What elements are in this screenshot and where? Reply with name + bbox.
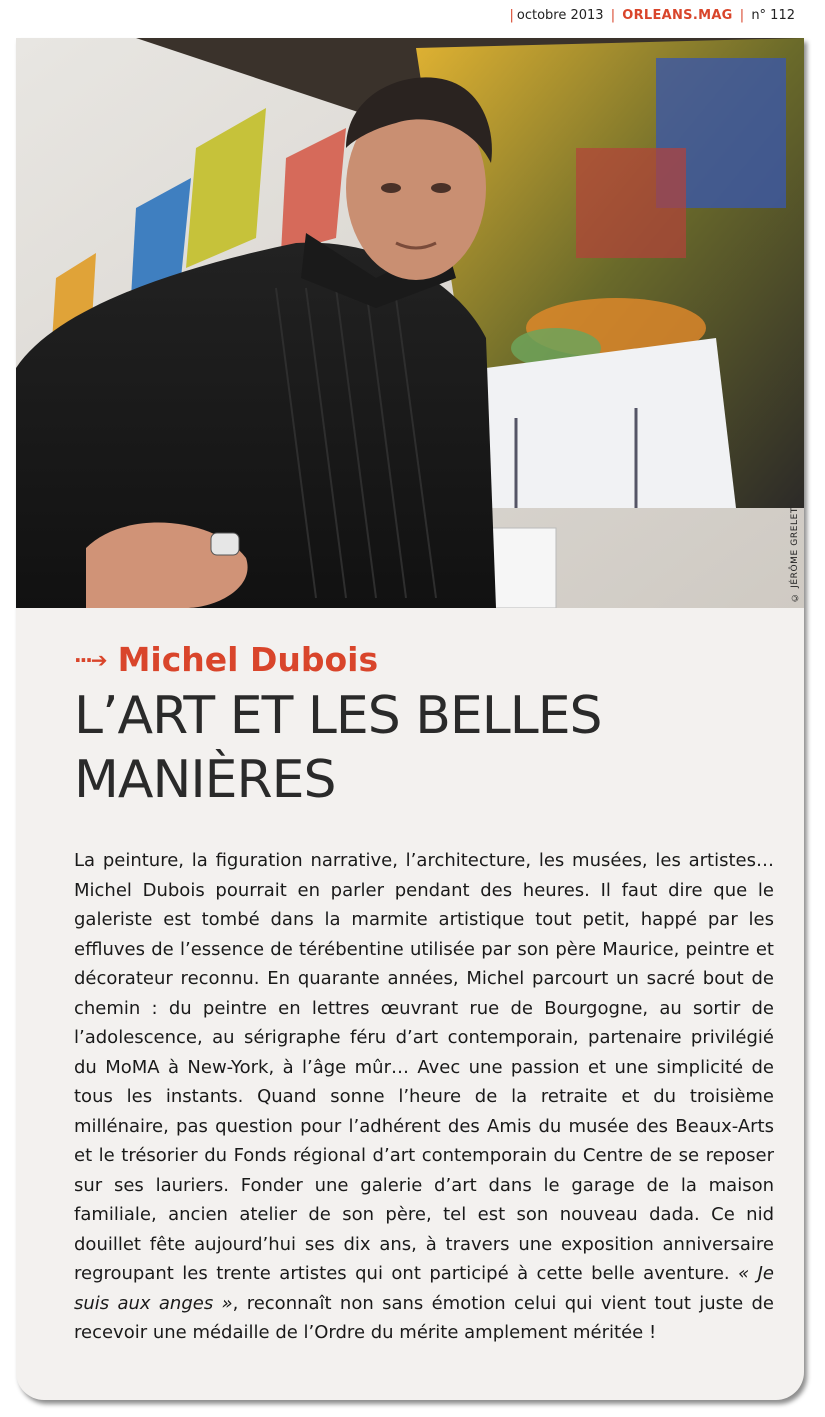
body-text: La peinture, la figuration narrative, l’architecture, les musées, les artistes… Michel Dubois pourrait en parler pendant des heures. Il faut dire que le galeriste est tombé dans la marmite artistique tout petit, happé par les effluves de l’essence de térébentine utilisée par son père Maurice, peintre et décorateur reconnu. En quarante années, Michel parcourt un sacré bout de chemin : du peintre en lettres œuvrant rue de Bourgogne, au sortir de l’adolescence, au sérigraphe féru d’art contemporain, partenaire privilégié du MoMA à New-York, à l’âge mûr… Avec une passion et une simplicité de tous les instants. Quand sonne l’heure de la retraite et du troisième millénaire, pas question pour l’adhérent des Amis du musée des Beaux-Arts et le trésorier du Fonds régional d’art contemporain du Centre de se reposer sur ses lauriers. Fonder une galerie d’art dans le garage de la maison familiale, ancien atelier de son père, tel est son nouveau dada. Ce nid douillet fête aujourd’hui ses dix ans, à travers une exposition anniversaire regroupant les trente artistes qui ont participé à cette belle aventure. bbox=[74, 850, 774, 1284]
quote: « Je suis aux anges » bbox=[74, 1263, 774, 1314]
article-card bbox=[16, 38, 804, 1400]
issue-date: octobre 2013 bbox=[516, 8, 604, 23]
kicker bbox=[74, 640, 378, 679]
portrait-illustration bbox=[16, 38, 804, 608]
title-line: L’ART ET LES BELLES bbox=[74, 686, 602, 746]
arrow-icon: ···➔ bbox=[74, 647, 106, 672]
photo-credit: © JÉRÔME GRELET bbox=[790, 507, 800, 602]
issue-number: n° 112 bbox=[751, 8, 795, 23]
separator: | bbox=[509, 8, 514, 23]
article-body bbox=[74, 846, 774, 1348]
separator: | bbox=[606, 8, 620, 23]
page-header bbox=[506, 8, 795, 23]
title-line: MANIÈRES bbox=[74, 750, 336, 810]
article-title bbox=[74, 684, 754, 812]
portrait-photo bbox=[16, 38, 804, 608]
magazine-name: ORLEANS.MAG bbox=[622, 8, 733, 23]
body-text: , reconnaît non sans émotion celui qui vient tout juste de recevoir une médaille de l’Ordre du mérite amplement méritée ! bbox=[74, 1292, 774, 1343]
article-subject-name: Michel Dubois bbox=[117, 640, 379, 679]
separator: | bbox=[735, 8, 749, 23]
